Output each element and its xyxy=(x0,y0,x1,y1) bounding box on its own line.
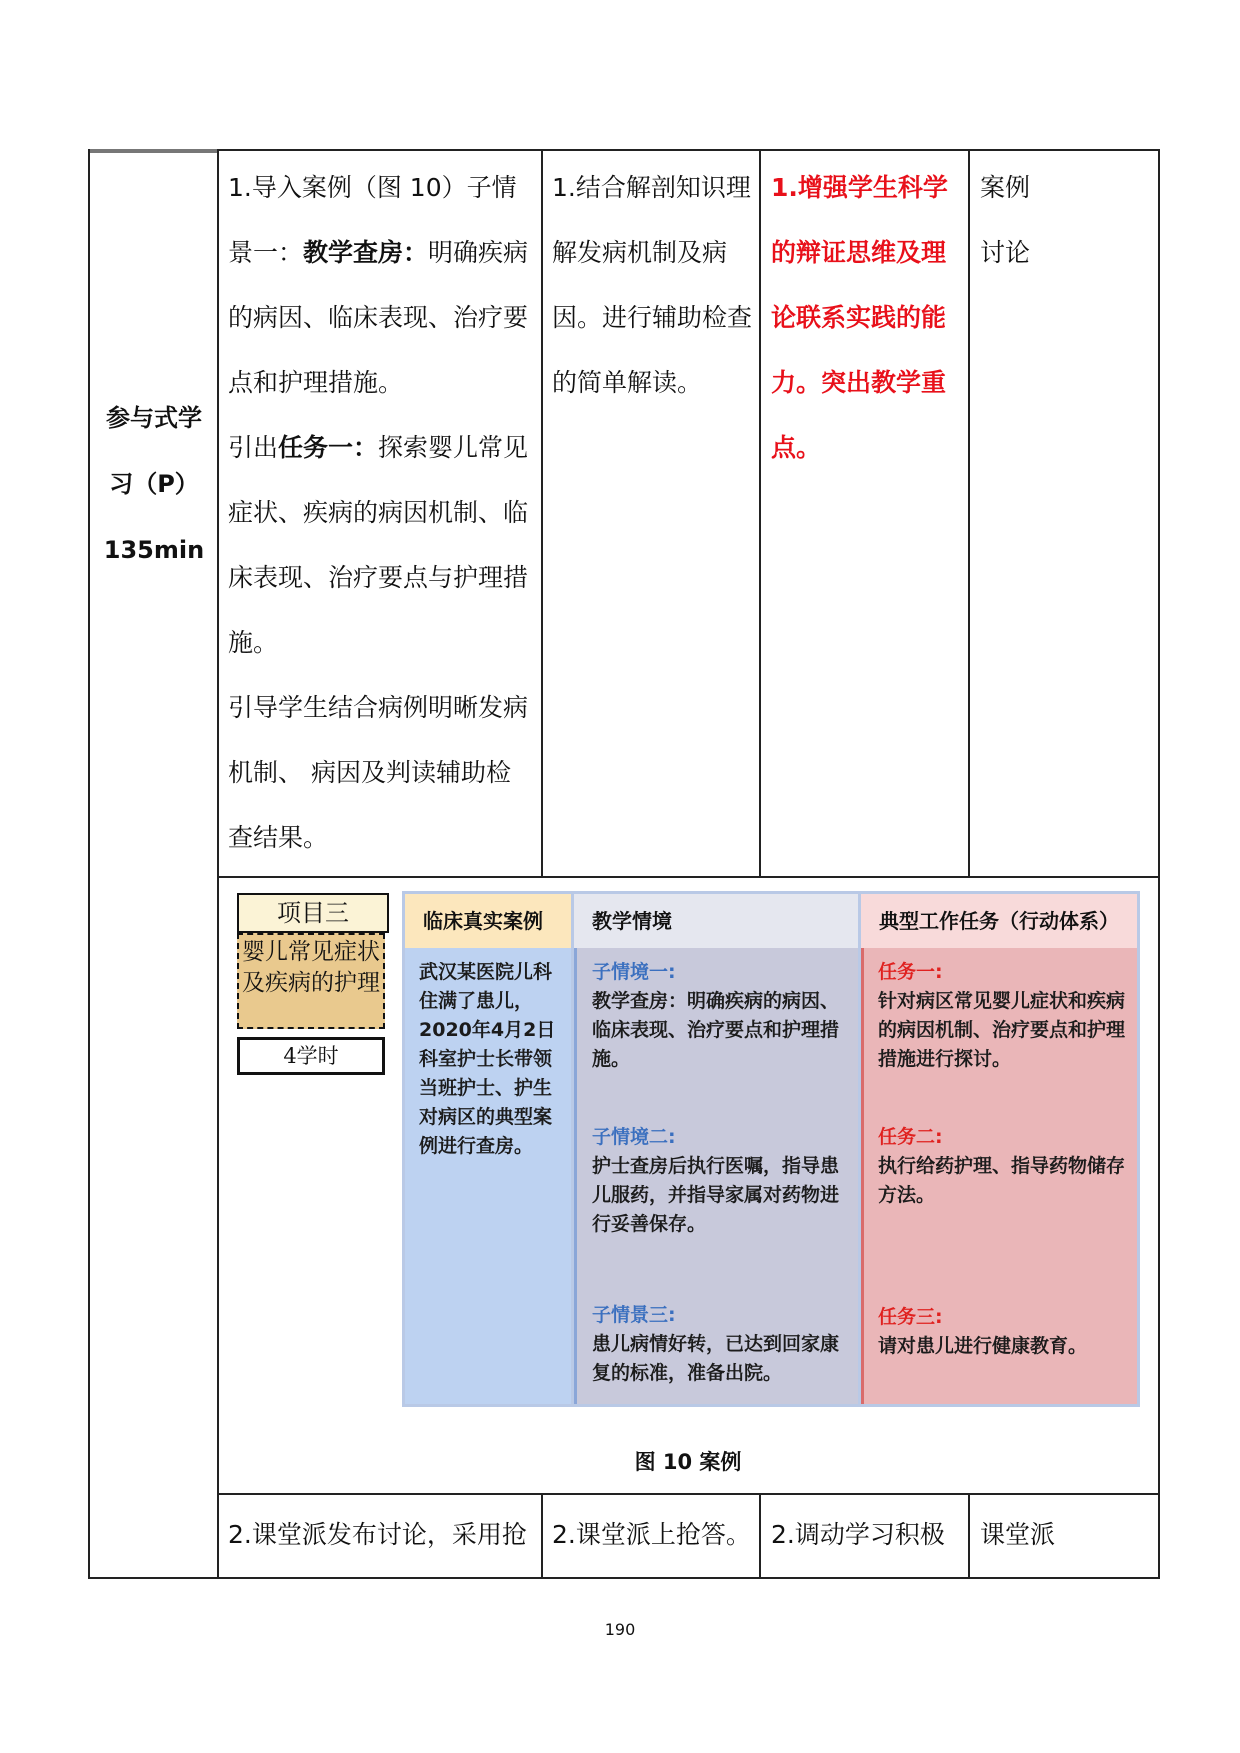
case-figure xyxy=(230,885,1140,1420)
table-col-divider-2b xyxy=(759,1493,761,1579)
scene-header: 教学情境 xyxy=(574,894,858,948)
table-row-divider-2 xyxy=(218,1493,1159,1495)
teacher-activity-cell-2: 2.课堂派发布讨论，采用抢 xyxy=(228,1520,527,1549)
activity-paragraph-1: 1.导入案例（图 10）子情景一：教学查房：明确疾病的病因、临床表现、治疗要点和护理措施。 xyxy=(228,173,529,397)
task-item: 任务一: 针对病区常见婴儿症状和疾病的病因机制、治疗要点和护理措施进行探讨。 xyxy=(878,961,1126,1070)
table-right-border xyxy=(1158,149,1160,1579)
task-panel xyxy=(858,891,1140,1407)
table-left-border xyxy=(88,149,90,1579)
task-header: 典型工作任务（行动体系） xyxy=(861,894,1137,948)
project-title: 项目三 xyxy=(237,893,389,933)
figure-caption: 图 10 案例 xyxy=(634,1450,742,1474)
project-box xyxy=(237,893,389,1083)
case-panel xyxy=(402,891,574,1407)
design-intent-cell-2: 2.调动学习积极 xyxy=(771,1520,945,1549)
table-bottom-border xyxy=(88,1577,1159,1579)
teacher-activity-cell xyxy=(228,155,534,870)
case-text: 武汉某医院儿科住满了患儿，2020年4月2日科室护士长带领当班护士、护生对病区的典型案例进行查房。 xyxy=(419,961,556,1157)
method-cell-2: 课堂派 xyxy=(980,1520,1056,1549)
phase-label xyxy=(90,385,218,583)
activity-paragraph-3: 引导学生结合病例明晰发病机制、 病因及判读辅助检查结果。 xyxy=(228,693,529,852)
task-item: 任务二: 执行给药护理、指导药物储存方法。 xyxy=(878,1126,1126,1206)
scene-panel xyxy=(574,891,858,1407)
table-top-border xyxy=(218,149,1158,151)
method-cell: 案例 讨论 xyxy=(980,173,1031,267)
case-header: 临床真实案例 xyxy=(405,894,571,948)
task-item: 任务三: 请对患儿进行健康教育。 xyxy=(878,1306,1088,1357)
phase-line-3: 135min xyxy=(103,536,205,564)
table-col-divider-3b xyxy=(968,1493,970,1579)
case-body xyxy=(405,948,571,1404)
activity-paragraph-2: 引出任务一：探索婴儿常见症状、疾病的病因机制、临床表现、治疗要点与护理措施。 xyxy=(228,433,529,657)
table-phase-divider xyxy=(217,149,219,1579)
page-number: 190 xyxy=(604,1620,636,1639)
task-body xyxy=(861,948,1137,1404)
table-top-decoration xyxy=(88,149,218,153)
phase-line-1: 参与式学 xyxy=(106,404,202,432)
scene-item: 子情境二: 护士查房后执行医嘱，指导患儿服药，并指导家属对药物进行妥善保存。 xyxy=(592,1126,840,1235)
design-intent-cell: 1.增强学生科学的辩证思维及理论联系实践的能力。突出教学重点。 xyxy=(771,173,948,462)
table-col-divider-1 xyxy=(541,149,543,877)
project-hours: 4学时 xyxy=(237,1037,385,1075)
table-col-divider-3 xyxy=(968,149,970,877)
table-row-divider-1 xyxy=(218,876,1159,878)
student-activity-cell-2: 2.课堂派上抢答。 xyxy=(552,1520,751,1549)
table-col-divider-1b xyxy=(541,1493,543,1579)
phase-line-2: 习（P） xyxy=(109,470,199,498)
project-name: 婴儿常见症状及疾病的护理 xyxy=(237,933,385,1029)
scene-item: 子情境一: 教学查房：明确疾病的病因、临床表现、治疗要点和护理措施。 xyxy=(592,961,840,1070)
table-col-divider-2 xyxy=(759,149,761,877)
scene-item: 子情景三: 患儿病情好转，已达到回家康复的标准，准备出院。 xyxy=(592,1304,840,1384)
student-activity-cell: 1.结合解剖知识理解发病机制及病因。进行辅助检查的简单解读。 xyxy=(552,173,753,397)
scene-body xyxy=(574,948,858,1404)
